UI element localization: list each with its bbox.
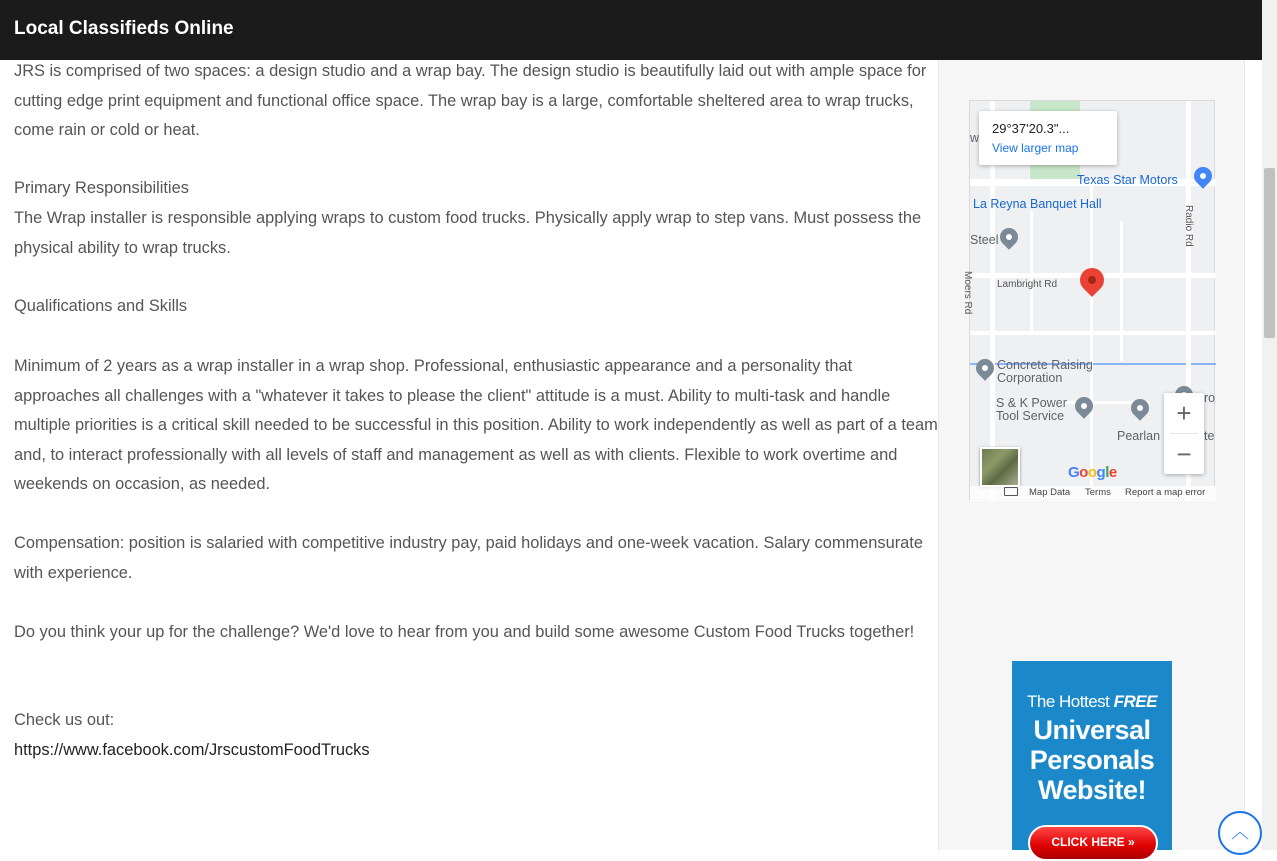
ad-click-here-button[interactable]: CLICK HERE » — [1028, 825, 1158, 861]
map-label-concrete[interactable]: Concrete Raising Corporation — [997, 358, 1093, 385]
responsibilities-paragraph: The Wrap installer is responsible applying wraps to custom food trucks. Physically apply wrap to step vans. Must possess the physical ability to wrap trucks. — [14, 209, 922, 257]
map-label-cut: te — [1204, 429, 1215, 443]
map-label-radio-rd: Radio Rd — [1183, 205, 1194, 247]
location-pin-icon[interactable] — [1075, 263, 1109, 297]
map-label-la-reyna[interactable]: La Reyna Banquet Hall — [973, 197, 1102, 211]
zoom-out-button[interactable]: − — [1176, 439, 1192, 469]
map-road — [970, 331, 1216, 335]
page-scrollbar[interactable] — [1262, 0, 1277, 850]
map-label-texas-star[interactable]: Texas Star Motors — [1077, 173, 1178, 187]
view-larger-map-link[interactable]: View larger map — [992, 141, 1079, 155]
map-label-lambright-rd: Lambright Rd — [997, 279, 1058, 290]
responsibilities-heading: Primary Responsibilities — [14, 179, 189, 197]
article-body — [0, 60, 938, 850]
site-title[interactable]: Local Classifieds Online — [14, 18, 234, 39]
map-label-pearland[interactable]: Pearlan — [1117, 429, 1161, 443]
map-footer — [970, 486, 1216, 501]
zoom-in-button[interactable]: + — [1176, 398, 1192, 428]
facebook-link[interactable]: https://www.facebook.com/JrscustomFoodTrucks — [14, 741, 370, 759]
map-label-sk-power[interactable]: S & K Power Tool Service — [996, 396, 1067, 423]
site-header — [0, 0, 1262, 60]
map-info-card — [979, 111, 1117, 165]
ad-headline-line: Website! — [1037, 775, 1147, 805]
google-logo: Google — [1068, 464, 1117, 481]
map-label-cut: ro — [1204, 391, 1216, 405]
map-label-cut: w — [970, 131, 980, 145]
check-us-out-label: Check us out: — [14, 711, 115, 729]
map-terms-link[interactable]: Terms — [1085, 487, 1111, 498]
personals-ad-banner[interactable] — [1012, 661, 1172, 850]
intro-paragraph: JRS is comprised of two spaces: a design studio and a wrap bay. The design studio is beautifully laid out with ample space for cutting edge print equipment and functional office space. The wrap bay is a large, comfortable sheltered area to wrap trucks, come rain or cold or heat. — [14, 62, 927, 140]
keyboard-icon[interactable] — [1004, 487, 1018, 496]
report-map-error-link[interactable]: Report a map error — [1125, 487, 1206, 498]
place-pin-icon[interactable] — [996, 224, 1021, 249]
qualifications-heading: Qualifications and Skills — [14, 297, 188, 315]
map-data-link[interactable]: Map Data — [1029, 487, 1071, 498]
chevron-up-icon: ︿ — [1231, 822, 1249, 842]
map-label-steel: Steel — [970, 233, 999, 247]
place-pin-icon[interactable] — [1127, 395, 1152, 420]
map-road — [1120, 221, 1123, 361]
map-coordinates: 29°37'20.3"... — [992, 121, 1070, 136]
ad-headline-line: Personals — [1029, 745, 1155, 775]
challenge-paragraph: Do you think your up for the challenge? We'd love to hear from you and build some awesome Custom Food Trucks together! — [14, 623, 915, 641]
back-to-top-button[interactable] — [1218, 811, 1262, 855]
map-road — [1030, 211, 1033, 331]
map-zoom-control — [1164, 393, 1204, 474]
qualifications-paragraph: Minimum of 2 years as a wrap installer in a wrap shop. Professional, enthusiastic appearance and a personality that approaches all challenges with a "whatever it takes to please the client" attitude is a must. Ability to multi-task and handle multiple priorities is a critical skill needed to be successful in this position. Ability to work independently as well as part of a team and, to interact professionally with all levels of staff and management as well as with clients. Flexible to work overtime and weekends on occasion, as needed. — [14, 357, 938, 494]
map-label-moers-rd: Moers Rd — [962, 271, 973, 315]
satellite-toggle-thumbnail[interactable] — [980, 447, 1020, 487]
map-road — [1090, 186, 1093, 486]
embedded-map[interactable] — [962, 100, 1216, 500]
ad-tagline: The Hottest FREE — [1027, 692, 1157, 711]
compensation-paragraph: Compensation: position is salaried with competitive industry pay, paid holidays and one-week vacation. Salary commensurate with experience. — [14, 534, 923, 582]
scrollbar-thumb[interactable] — [1264, 168, 1275, 338]
ad-headline-line: Universal — [1033, 715, 1151, 745]
